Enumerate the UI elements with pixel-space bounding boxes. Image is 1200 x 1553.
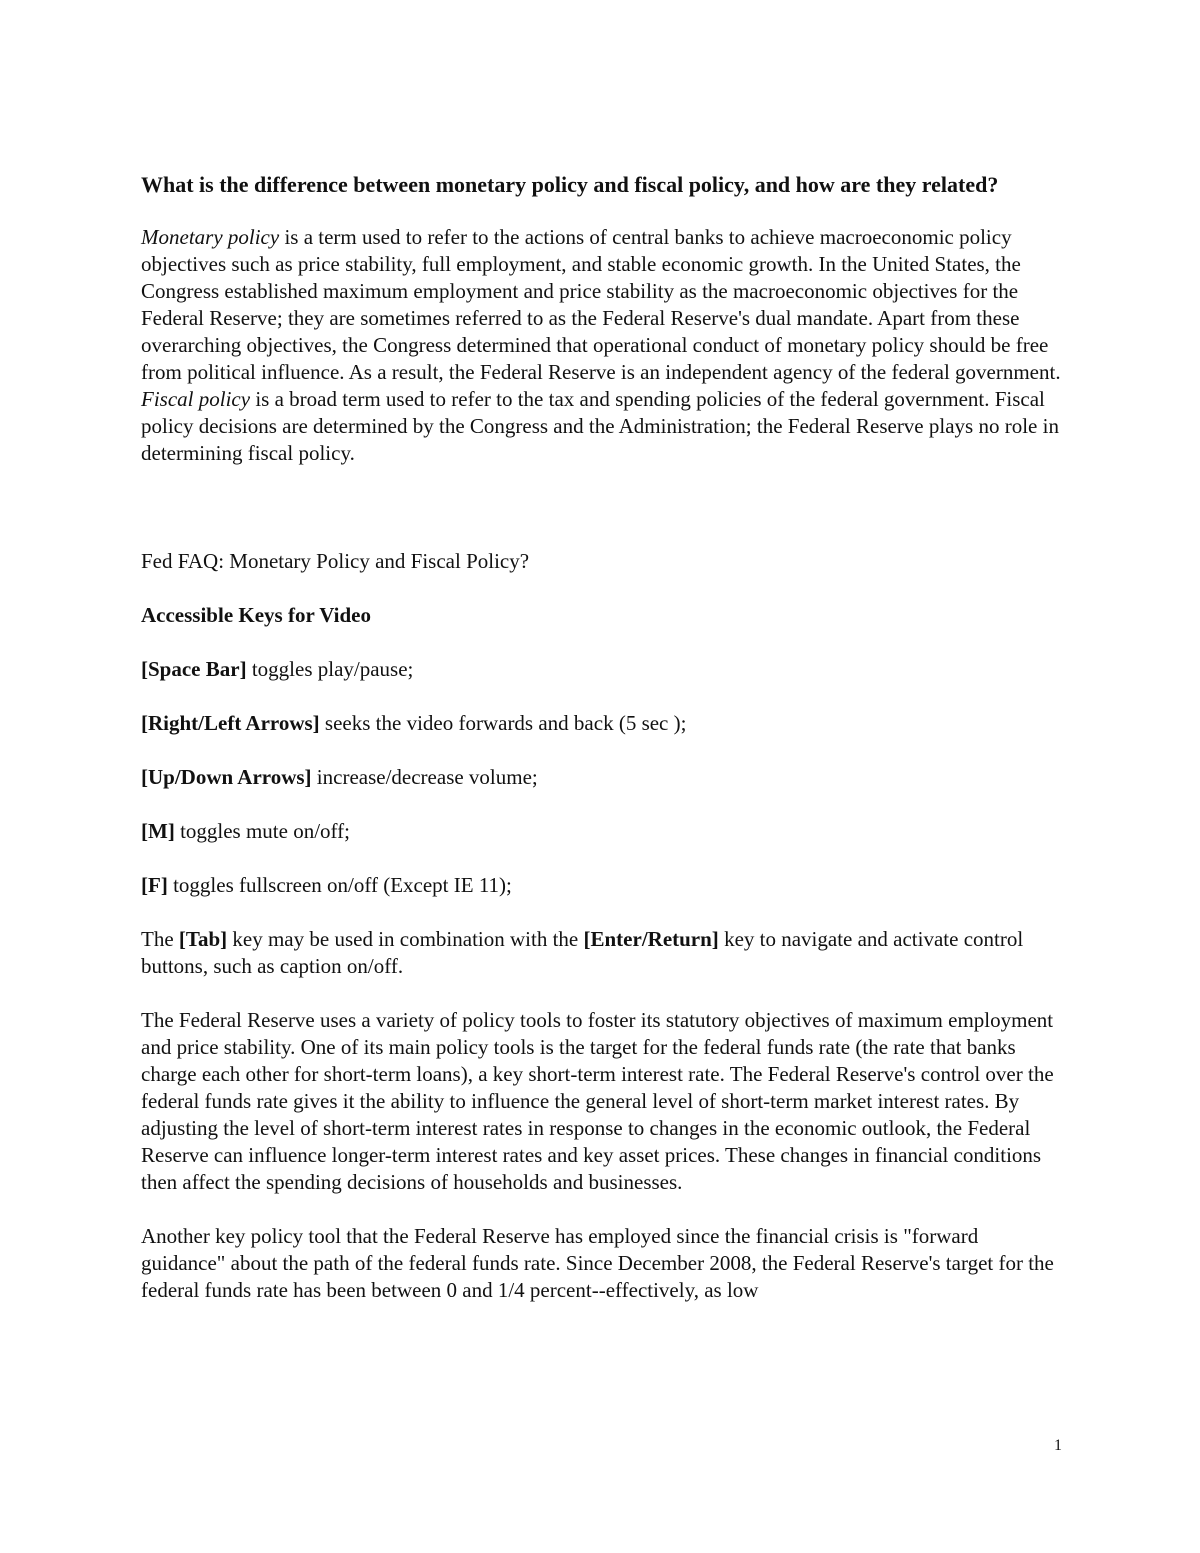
key-description: toggles mute on/off; xyxy=(174,819,350,843)
key-label: [M] xyxy=(141,819,175,843)
tab-key-note xyxy=(141,926,1061,980)
key-label: [Space Bar] xyxy=(141,657,247,681)
key-label: [Up/Down Arrows] xyxy=(141,765,312,789)
document-body xyxy=(141,170,1061,1331)
key-description: toggles play/pause; xyxy=(246,657,414,681)
intro-paragraph xyxy=(141,224,1061,467)
key-item-up-down-arrows xyxy=(141,764,1061,791)
tab-note-pre: The xyxy=(141,927,179,951)
page-number: 1 xyxy=(1054,1437,1062,1454)
tab-note-mid: key may be used in combination with the xyxy=(227,927,584,951)
forward-guidance-paragraph: Another key policy tool that the Federal Reserve has employed since the financial crisis is "forward guidance" about the path of the federal funds rate. Since December 2008, the Federal Reserve's target for the federal funds rate has been between 0 and 1/4 percent--effectively, as low xyxy=(141,1224,1054,1302)
intro-text-part1: is a term used to refer to the actions of central banks to achieve macroeconomic policy objectives such as price stability, full employment, and stable economic growth. In the United States, the Congress established maximum employment and price stability as the macroeconomic objectives for the Federal Reserve; they are sometimes referred to as the Federal Reserve's dual mandate. Apart from these overarching objectives, the Congress determined that operational conduct of monetary policy should be free from political influence. As a result, the Federal Reserve is an independent agency of the federal government. xyxy=(141,225,1061,384)
tab-key-label: [Tab] xyxy=(178,927,228,951)
key-item-space-bar xyxy=(141,656,1061,683)
keys-heading-text: Accessible Keys for Video xyxy=(141,603,371,627)
term-fiscal-policy: Fiscal policy xyxy=(141,387,251,411)
key-description: toggles fullscreen on/off (Except IE 11); xyxy=(167,873,512,897)
policy-tools-paragraph: The Federal Reserve uses a variety of policy tools to foster its statutory objectives of maximum employment and price stability. One of its main policy tools is the target for the federal funds rate (the rate that banks charge each other for short-term loans), a key short-term interest rate. The Federal Reserve's control over the federal funds rate gives it the ability to influence the general level of short-term market interest rates. By adjusting the level of short-term interest rates in response to changes in the economic outlook, the Federal Reserve can influence longer-term interest rates and key asset prices. These changes in financial conditions then affect the spending decisions of households and businesses. xyxy=(141,1008,1054,1194)
key-description: increase/decrease volume; xyxy=(311,765,538,789)
enter-return-key-label: [Enter/Return] xyxy=(583,927,719,951)
intro-text-part2: is a broad term used to refer to the tax and spending policies of the federal government. Fiscal policy decisions are determined by the Congress and the Administration; the Federal Reserve plays no role in determining fiscal policy. xyxy=(141,387,1059,465)
key-item-m xyxy=(141,818,1061,845)
page-title: What is the difference between monetary policy and fiscal policy, and how are they related? xyxy=(141,172,999,197)
key-item-f xyxy=(141,872,1061,899)
key-description: seeks the video forwards and back (5 sec ); xyxy=(319,711,687,735)
tab-note-post: key to navigate and activate control buttons, such as caption on/off. xyxy=(141,927,1024,978)
key-label: [F] xyxy=(141,873,168,897)
video-title: Fed FAQ: Monetary Policy and Fiscal Policy? xyxy=(141,549,530,573)
term-monetary-policy: Monetary policy xyxy=(141,225,280,249)
keys-heading xyxy=(141,602,1061,629)
key-label: [Right/Left Arrows] xyxy=(141,711,320,735)
key-item-right-left-arrows xyxy=(141,710,1061,737)
